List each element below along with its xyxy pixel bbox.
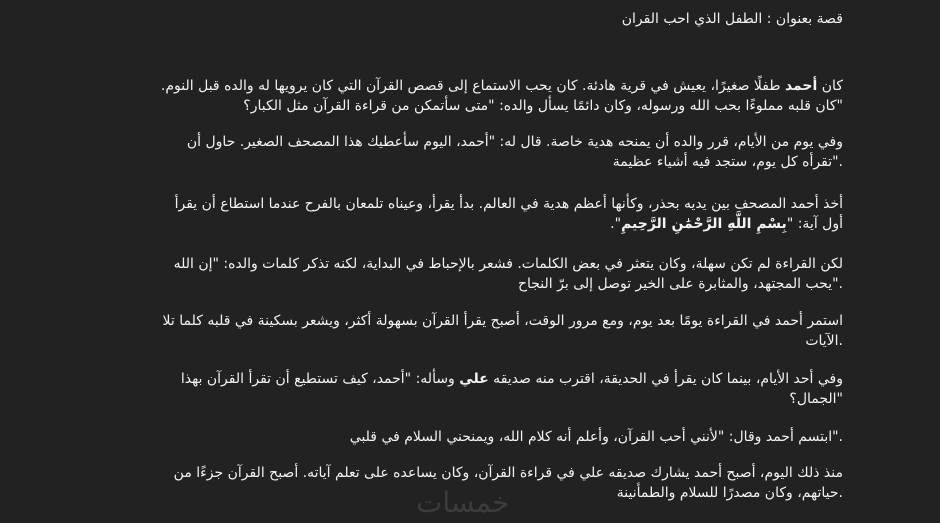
paragraph-line: .الآيات xyxy=(805,333,843,349)
paragraph-line: أخذ أحمد المصحف بين يديه بحذر، وكأنها أعظم هدية في العالم. بدأ يقرأ، وعيناه تلمعان بالفرح عندما استطاع أن يقرأ xyxy=(174,196,843,212)
paragraph-line: .حياتهم، وكان مصدرًا للسلام والطمأنينة xyxy=(616,485,843,501)
khamsat-watermark: خمسات xyxy=(416,486,510,519)
paragraph-line: وفي يوم من الأيام، قرر والده أن يمنحه هدية خاصة. قال له: "أحمد، اليوم سأعطيك هذا المصحف الصغير. حاول أن xyxy=(186,134,843,150)
paragraph-6 xyxy=(103,369,843,409)
text-segment: كان xyxy=(817,78,843,94)
character-name-ali: علي xyxy=(459,371,489,387)
text-segment: ". xyxy=(610,216,622,232)
paragraph-line: "كان قلبه مملوءًا بحب الله ورسوله، وكان دائمًا يسأل والده: "متى سأتمكن من قراءة القرآن مثل الكبار؟ xyxy=(243,98,843,114)
paragraph-5 xyxy=(103,311,843,351)
paragraph-line: ."تقرأه كل يوم، ستجد فيه أشياء عظيمة xyxy=(612,154,843,170)
paragraph-line: ."ابتسم أحمد وقال: "لأنني أحب القرآن، وأعلم أنه كلام الله، ويمنحني السلام في قلبي xyxy=(349,429,843,445)
text-segment: طفلًا صغيرًا، يعيش في قرية هادئة. كان يحب الاستماع إلى قصص القرآن التي كان يرويها له والده قبل النوم. xyxy=(160,78,785,94)
paragraph-2 xyxy=(103,132,843,172)
paragraph-4 xyxy=(103,254,843,294)
paragraph-1 xyxy=(103,76,843,116)
paragraph-line: منذ ذلك اليوم، أصبح أحمد يشارك صديقه علي في قراءة القرآن، وكان يساعده على تعلم آياته. أصبح القرآن جزءًا من xyxy=(173,465,843,481)
paragraph-line xyxy=(103,76,843,96)
paragraph-line xyxy=(103,369,843,389)
paragraph-line: لكن القراءة لم تكن سهلة، وكان يتعثر في بعض الكلمات. فشعر بالإحباط في البداية، لكنه تذكر كلمات والده: "إن الله xyxy=(173,256,843,272)
text-segment: وسأله: "أحمد، كيف تستطيع أن تقرأ القرآن بهذا xyxy=(180,371,460,387)
paragraph-line: ."يحب المجتهد، والمثابرة على الخير توصل إلى برّ النجاح xyxy=(517,276,843,292)
text-segment: أول آية: " xyxy=(786,216,843,232)
paragraph-7 xyxy=(103,427,843,447)
paragraph-3 xyxy=(103,194,843,234)
text-segment: وفي أحد الأيام، بينما كان يقرأ في الحديقة، اقترب منه صديقه xyxy=(488,371,843,387)
story-title: قصة بعنوان : الطفل الذي احب القران xyxy=(621,11,843,27)
paragraph-line: استمر أحمد في القراءة يومًا بعد يوم، ومع مرور الوقت، أصبح يقرأ القرآن بسهولة أكثر، ويشعر بسكينة في قلبه كلما تلا xyxy=(162,313,843,329)
paragraph-line: "الجمال؟ xyxy=(789,391,843,407)
paragraph-line xyxy=(103,214,843,234)
verse-basmala: بِسْمِ اللَّهِ الرَّحْمَٰنِ الرَّحِيمِ xyxy=(621,216,787,232)
character-name-ahmad: أحمد xyxy=(784,78,818,94)
